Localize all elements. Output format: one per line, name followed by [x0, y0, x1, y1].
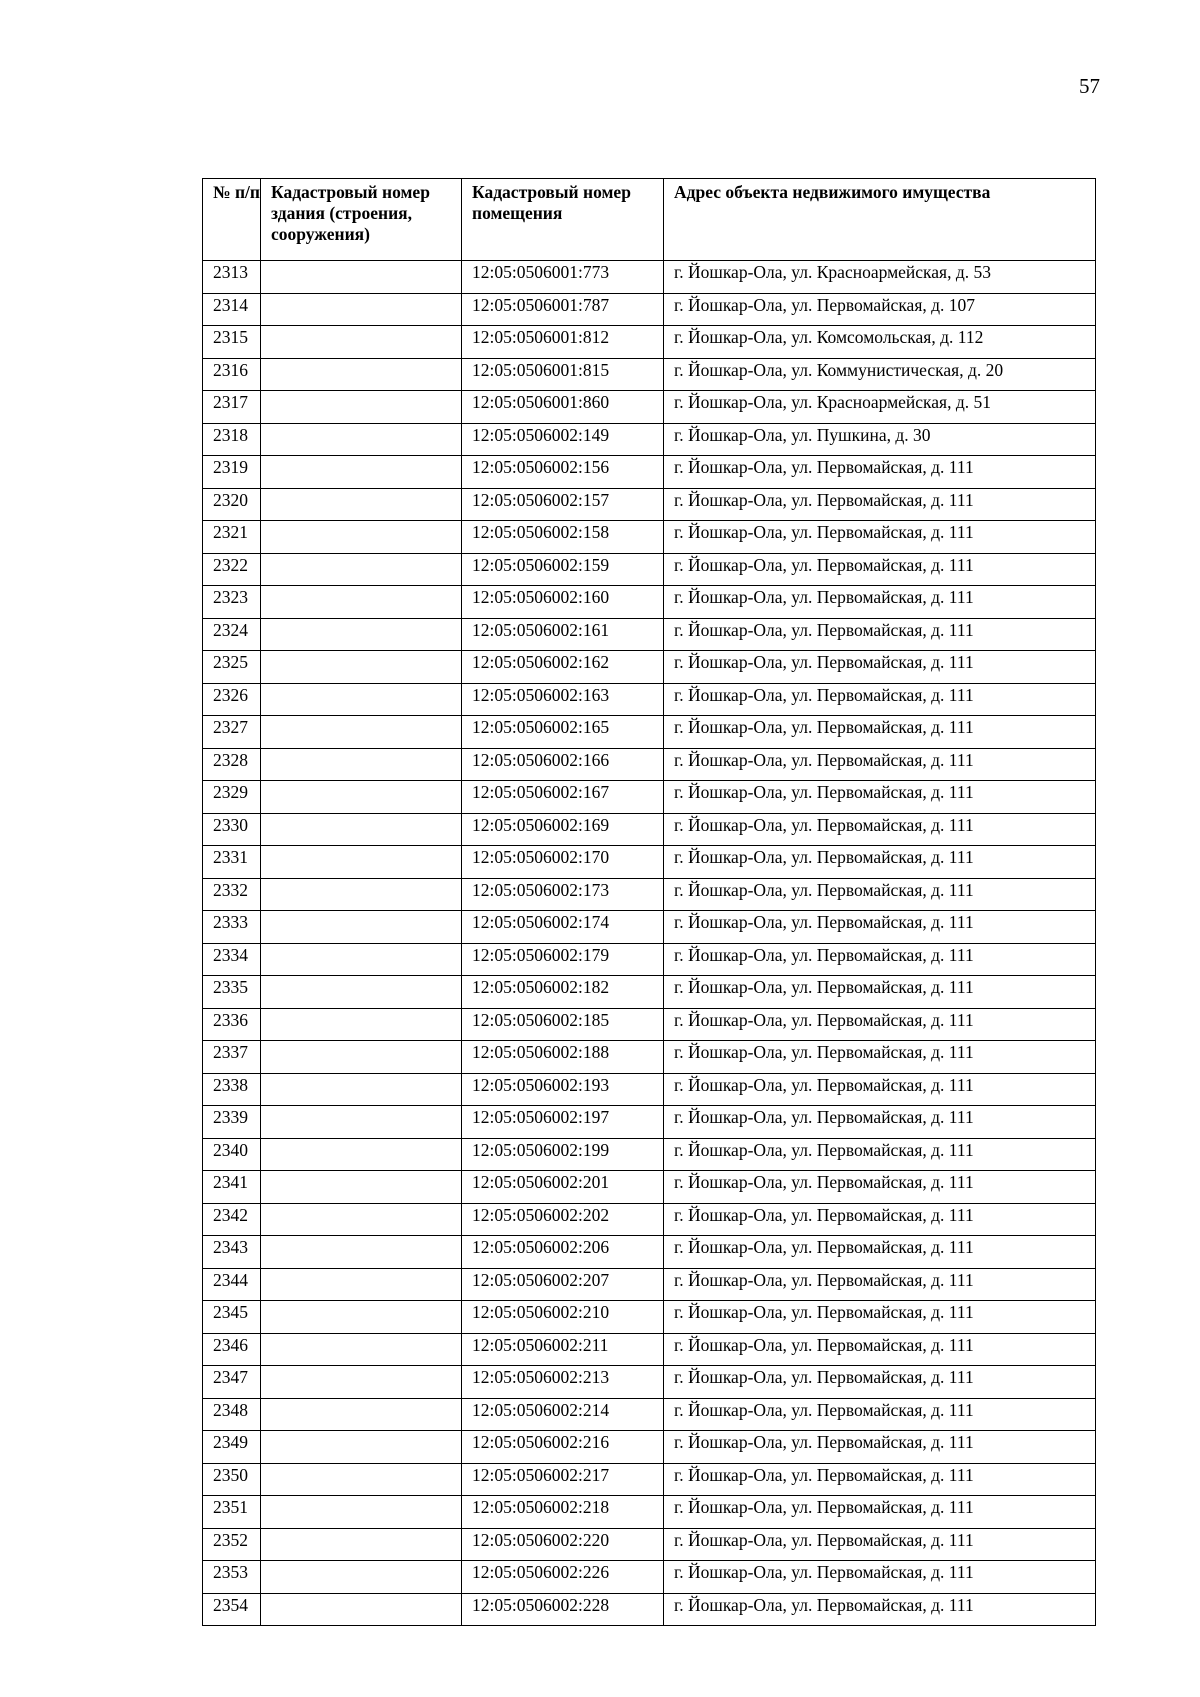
building-cadastral-cell [261, 391, 462, 424]
table-row [203, 358, 1096, 391]
table-row [203, 618, 1096, 651]
address-cell: г. Йошкар-Ола, ул. Первомайская, д. 111 [664, 1268, 1096, 1301]
building-cadastral-cell [261, 943, 462, 976]
building-cadastral-cell [261, 326, 462, 359]
row-number-cell: 2324 [203, 618, 261, 651]
premises-cadastral-cell: 12:05:0506002:179 [462, 943, 664, 976]
building-cadastral-cell [261, 358, 462, 391]
address-cell: г. Йошкар-Ола, ул. Первомайская, д. 111 [664, 1138, 1096, 1171]
row-number-cell: 2319 [203, 456, 261, 489]
building-cadastral-cell [261, 976, 462, 1009]
row-number-cell: 2316 [203, 358, 261, 391]
row-number-cell: 2346 [203, 1333, 261, 1366]
row-number-cell: 2323 [203, 586, 261, 619]
header-property-address: Адрес объекта недвижимого имущества [664, 179, 1096, 261]
building-cadastral-cell [261, 911, 462, 944]
premises-cadastral-cell: 12:05:0506002:217 [462, 1463, 664, 1496]
row-number-cell: 2317 [203, 391, 261, 424]
address-cell: г. Йошкар-Ола, ул. Первомайская, д. 111 [664, 1041, 1096, 1074]
row-number-cell: 2334 [203, 943, 261, 976]
table-row [203, 1496, 1096, 1529]
address-cell: г. Йошкар-Ола, ул. Первомайская, д. 111 [664, 651, 1096, 684]
building-cadastral-cell [261, 488, 462, 521]
address-cell: г. Йошкар-Ола, ул. Пушкина, д. 30 [664, 423, 1096, 456]
building-cadastral-cell [261, 1463, 462, 1496]
address-cell: г. Йошкар-Ола, ул. Первомайская, д. 111 [664, 488, 1096, 521]
building-cadastral-cell [261, 1073, 462, 1106]
address-cell: г. Йошкар-Ола, ул. Первомайская, д. 111 [664, 1528, 1096, 1561]
address-cell: г. Йошкар-Ола, ул. Первомайская, д. 111 [664, 1171, 1096, 1204]
premises-cadastral-cell: 12:05:0506002:228 [462, 1593, 664, 1626]
table-row [203, 391, 1096, 424]
row-number-cell: 2329 [203, 781, 261, 814]
address-cell: г. Йошкар-Ола, ул. Первомайская, д. 111 [664, 586, 1096, 619]
address-cell: г. Йошкар-Ола, ул. Первомайская, д. 107 [664, 293, 1096, 326]
table-row [203, 1171, 1096, 1204]
building-cadastral-cell [261, 1301, 462, 1334]
row-number-cell: 2318 [203, 423, 261, 456]
address-cell: г. Йошкар-Ола, ул. Первомайская, д. 111 [664, 781, 1096, 814]
premises-cadastral-cell: 12:05:0506001:773 [462, 261, 664, 294]
row-number-cell: 2353 [203, 1561, 261, 1594]
row-number-cell: 2314 [203, 293, 261, 326]
building-cadastral-cell [261, 1398, 462, 1431]
table-row [203, 423, 1096, 456]
row-number-cell: 2339 [203, 1106, 261, 1139]
address-cell: г. Йошкар-Ола, ул. Первомайская, д. 111 [664, 813, 1096, 846]
row-number-cell: 2328 [203, 748, 261, 781]
premises-cadastral-cell: 12:05:0506002:201 [462, 1171, 664, 1204]
table-row [203, 488, 1096, 521]
address-cell: г. Йошкар-Ола, ул. Первомайская, д. 111 [664, 1431, 1096, 1464]
premises-cadastral-cell: 12:05:0506002:167 [462, 781, 664, 814]
premises-cadastral-cell: 12:05:0506001:815 [462, 358, 664, 391]
address-cell: г. Йошкар-Ола, ул. Первомайская, д. 111 [664, 1106, 1096, 1139]
header-row [203, 179, 1096, 261]
property-registry-table [202, 178, 1096, 1626]
address-cell: г. Йошкар-Ола, ул. Первомайская, д. 111 [664, 1236, 1096, 1269]
premises-cadastral-cell: 12:05:0506002:214 [462, 1398, 664, 1431]
building-cadastral-cell [261, 553, 462, 586]
table-body [203, 261, 1096, 1626]
premises-cadastral-cell: 12:05:0506002:210 [462, 1301, 664, 1334]
table-row [203, 1138, 1096, 1171]
row-number-cell: 2347 [203, 1366, 261, 1399]
premises-cadastral-cell: 12:05:0506002:156 [462, 456, 664, 489]
premises-cadastral-cell: 12:05:0506002:166 [462, 748, 664, 781]
address-cell: г. Йошкар-Ола, ул. Первомайская, д. 111 [664, 456, 1096, 489]
building-cadastral-cell [261, 1041, 462, 1074]
premises-cadastral-cell: 12:05:0506001:787 [462, 293, 664, 326]
address-cell: г. Йошкар-Ола, ул. Первомайская, д. 111 [664, 521, 1096, 554]
premises-cadastral-cell: 12:05:0506002:216 [462, 1431, 664, 1464]
row-number-cell: 2332 [203, 878, 261, 911]
table-row [203, 1301, 1096, 1334]
address-cell: г. Йошкар-Ола, ул. Первомайская, д. 111 [664, 748, 1096, 781]
table-row [203, 1561, 1096, 1594]
address-cell: г. Йошкар-Ола, ул. Первомайская, д. 111 [664, 1333, 1096, 1366]
address-cell: г. Йошкар-Ола, ул. Первомайская, д. 111 [664, 1496, 1096, 1529]
building-cadastral-cell [261, 1138, 462, 1171]
address-cell: г. Йошкар-Ола, ул. Первомайская, д. 111 [664, 553, 1096, 586]
table-row [203, 1366, 1096, 1399]
premises-cadastral-cell: 12:05:0506002:169 [462, 813, 664, 846]
row-number-cell: 2326 [203, 683, 261, 716]
table-row [203, 976, 1096, 1009]
building-cadastral-cell [261, 1236, 462, 1269]
table-row [203, 1008, 1096, 1041]
address-cell: г. Йошкар-Ола, ул. Комсомольская, д. 112 [664, 326, 1096, 359]
table-row [203, 1333, 1096, 1366]
address-cell: г. Йошкар-Ола, ул. Коммунистическая, д. 20 [664, 358, 1096, 391]
table-row [203, 1236, 1096, 1269]
premises-cadastral-cell: 12:05:0506002:162 [462, 651, 664, 684]
address-cell: г. Йошкар-Ола, ул. Первомайская, д. 111 [664, 683, 1096, 716]
premises-cadastral-cell: 12:05:0506002:165 [462, 716, 664, 749]
row-number-cell: 2345 [203, 1301, 261, 1334]
premises-cadastral-cell: 12:05:0506002:161 [462, 618, 664, 651]
premises-cadastral-cell: 12:05:0506002:163 [462, 683, 664, 716]
premises-cadastral-cell: 12:05:0506002:157 [462, 488, 664, 521]
premises-cadastral-cell: 12:05:0506002:174 [462, 911, 664, 944]
premises-cadastral-cell: 12:05:0506002:149 [462, 423, 664, 456]
row-number-cell: 2337 [203, 1041, 261, 1074]
row-number-cell: 2331 [203, 846, 261, 879]
building-cadastral-cell [261, 716, 462, 749]
address-cell: г. Йошкар-Ола, ул. Красноармейская, д. 53 [664, 261, 1096, 294]
building-cadastral-cell [261, 1008, 462, 1041]
address-cell: г. Йошкар-Ола, ул. Первомайская, д. 111 [664, 618, 1096, 651]
building-cadastral-cell [261, 1496, 462, 1529]
table-row [203, 911, 1096, 944]
row-number-cell: 2333 [203, 911, 261, 944]
table-row [203, 1203, 1096, 1236]
table-row [203, 456, 1096, 489]
table-row [203, 1106, 1096, 1139]
address-cell: г. Йошкар-Ола, ул. Красноармейская, д. 51 [664, 391, 1096, 424]
building-cadastral-cell [261, 1366, 462, 1399]
premises-cadastral-cell: 12:05:0506002:159 [462, 553, 664, 586]
row-number-cell: 2340 [203, 1138, 261, 1171]
table-row [203, 1528, 1096, 1561]
premises-cadastral-cell: 12:05:0506001:812 [462, 326, 664, 359]
building-cadastral-cell [261, 293, 462, 326]
table-row [203, 553, 1096, 586]
address-cell: г. Йошкар-Ола, ул. Первомайская, д. 111 [664, 1593, 1096, 1626]
table-row [203, 293, 1096, 326]
row-number-cell: 2354 [203, 1593, 261, 1626]
building-cadastral-cell [261, 423, 462, 456]
table-row [203, 1073, 1096, 1106]
table-row [203, 1463, 1096, 1496]
building-cadastral-cell [261, 878, 462, 911]
table-row [203, 1041, 1096, 1074]
row-number-cell: 2315 [203, 326, 261, 359]
premises-cadastral-cell: 12:05:0506002:158 [462, 521, 664, 554]
premises-cadastral-cell: 12:05:0506002:218 [462, 1496, 664, 1529]
row-number-cell: 2344 [203, 1268, 261, 1301]
table-row [203, 326, 1096, 359]
address-cell: г. Йошкар-Ола, ул. Первомайская, д. 111 [664, 1561, 1096, 1594]
row-number-cell: 2335 [203, 976, 261, 1009]
row-number-cell: 2343 [203, 1236, 261, 1269]
premises-cadastral-cell: 12:05:0506002:188 [462, 1041, 664, 1074]
building-cadastral-cell [261, 1593, 462, 1626]
row-number-cell: 2348 [203, 1398, 261, 1431]
address-cell: г. Йошкар-Ола, ул. Первомайская, д. 111 [664, 911, 1096, 944]
table-row [203, 846, 1096, 879]
premises-cadastral-cell: 12:05:0506002:199 [462, 1138, 664, 1171]
address-cell: г. Йошкар-Ола, ул. Первомайская, д. 111 [664, 1073, 1096, 1106]
table-row [203, 651, 1096, 684]
address-cell: г. Йошкар-Ола, ул. Первомайская, д. 111 [664, 1366, 1096, 1399]
building-cadastral-cell [261, 1203, 462, 1236]
premises-cadastral-cell: 12:05:0506002:211 [462, 1333, 664, 1366]
table-row [203, 878, 1096, 911]
header-premises-cadastral-number: Кадастровый номер помещения [462, 179, 664, 261]
premises-cadastral-cell: 12:05:0506002:213 [462, 1366, 664, 1399]
premises-cadastral-cell: 12:05:0506002:206 [462, 1236, 664, 1269]
premises-cadastral-cell: 12:05:0506002:173 [462, 878, 664, 911]
row-number-cell: 2336 [203, 1008, 261, 1041]
address-cell: г. Йошкар-Ола, ул. Первомайская, д. 111 [664, 1008, 1096, 1041]
table-row [203, 1593, 1096, 1626]
building-cadastral-cell [261, 781, 462, 814]
row-number-cell: 2327 [203, 716, 261, 749]
table-row [203, 683, 1096, 716]
table-row [203, 521, 1096, 554]
premises-cadastral-cell: 12:05:0506002:160 [462, 586, 664, 619]
building-cadastral-cell [261, 618, 462, 651]
address-cell: г. Йошкар-Ола, ул. Первомайская, д. 111 [664, 1203, 1096, 1236]
building-cadastral-cell [261, 1431, 462, 1464]
premises-cadastral-cell: 12:05:0506002:202 [462, 1203, 664, 1236]
building-cadastral-cell [261, 1171, 462, 1204]
building-cadastral-cell [261, 261, 462, 294]
row-number-cell: 2322 [203, 553, 261, 586]
address-cell: г. Йошкар-Ола, ул. Первомайская, д. 111 [664, 846, 1096, 879]
building-cadastral-cell [261, 1528, 462, 1561]
premises-cadastral-cell: 12:05:0506002:197 [462, 1106, 664, 1139]
premises-cadastral-cell: 12:05:0506002:170 [462, 846, 664, 879]
header-row-number: № п/п [203, 179, 261, 261]
address-cell: г. Йошкар-Ола, ул. Первомайская, д. 111 [664, 716, 1096, 749]
building-cadastral-cell [261, 521, 462, 554]
building-cadastral-cell [261, 586, 462, 619]
row-number-cell: 2350 [203, 1463, 261, 1496]
table-row [203, 1268, 1096, 1301]
building-cadastral-cell [261, 683, 462, 716]
table-row [203, 261, 1096, 294]
table-row [203, 813, 1096, 846]
building-cadastral-cell [261, 651, 462, 684]
building-cadastral-cell [261, 1268, 462, 1301]
table-row [203, 943, 1096, 976]
premises-cadastral-cell: 12:05:0506002:220 [462, 1528, 664, 1561]
premises-cadastral-cell: 12:05:0506002:193 [462, 1073, 664, 1106]
table-row [203, 1398, 1096, 1431]
table-row [203, 1431, 1096, 1464]
row-number-cell: 2321 [203, 521, 261, 554]
address-cell: г. Йошкар-Ола, ул. Первомайская, д. 111 [664, 976, 1096, 1009]
row-number-cell: 2320 [203, 488, 261, 521]
row-number-cell: 2351 [203, 1496, 261, 1529]
row-number-cell: 2325 [203, 651, 261, 684]
building-cadastral-cell [261, 748, 462, 781]
table-row [203, 748, 1096, 781]
building-cadastral-cell [261, 456, 462, 489]
page-number: 57 [1079, 74, 1100, 98]
premises-cadastral-cell: 12:05:0506002:226 [462, 1561, 664, 1594]
premises-cadastral-cell: 12:05:0506002:182 [462, 976, 664, 1009]
row-number-cell: 2330 [203, 813, 261, 846]
premises-cadastral-cell: 12:05:0506002:207 [462, 1268, 664, 1301]
premises-cadastral-cell: 12:05:0506002:185 [462, 1008, 664, 1041]
building-cadastral-cell [261, 1333, 462, 1366]
table-row [203, 781, 1096, 814]
premises-cadastral-cell: 12:05:0506001:860 [462, 391, 664, 424]
row-number-cell: 2349 [203, 1431, 261, 1464]
row-number-cell: 2313 [203, 261, 261, 294]
table-row [203, 586, 1096, 619]
row-number-cell: 2342 [203, 1203, 261, 1236]
building-cadastral-cell [261, 813, 462, 846]
row-number-cell: 2352 [203, 1528, 261, 1561]
building-cadastral-cell [261, 1106, 462, 1139]
address-cell: г. Йошкар-Ола, ул. Первомайская, д. 111 [664, 1398, 1096, 1431]
building-cadastral-cell [261, 846, 462, 879]
table-row [203, 716, 1096, 749]
address-cell: г. Йошкар-Ола, ул. Первомайская, д. 111 [664, 878, 1096, 911]
building-cadastral-cell [261, 1561, 462, 1594]
header-building-cadastral-number: Кадастровый номер здания (строения, сооружения) [261, 179, 462, 261]
address-cell: г. Йошкар-Ола, ул. Первомайская, д. 111 [664, 943, 1096, 976]
address-cell: г. Йошкар-Ола, ул. Первомайская, д. 111 [664, 1463, 1096, 1496]
row-number-cell: 2338 [203, 1073, 261, 1106]
address-cell: г. Йошкар-Ола, ул. Первомайская, д. 111 [664, 1301, 1096, 1334]
row-number-cell: 2341 [203, 1171, 261, 1204]
